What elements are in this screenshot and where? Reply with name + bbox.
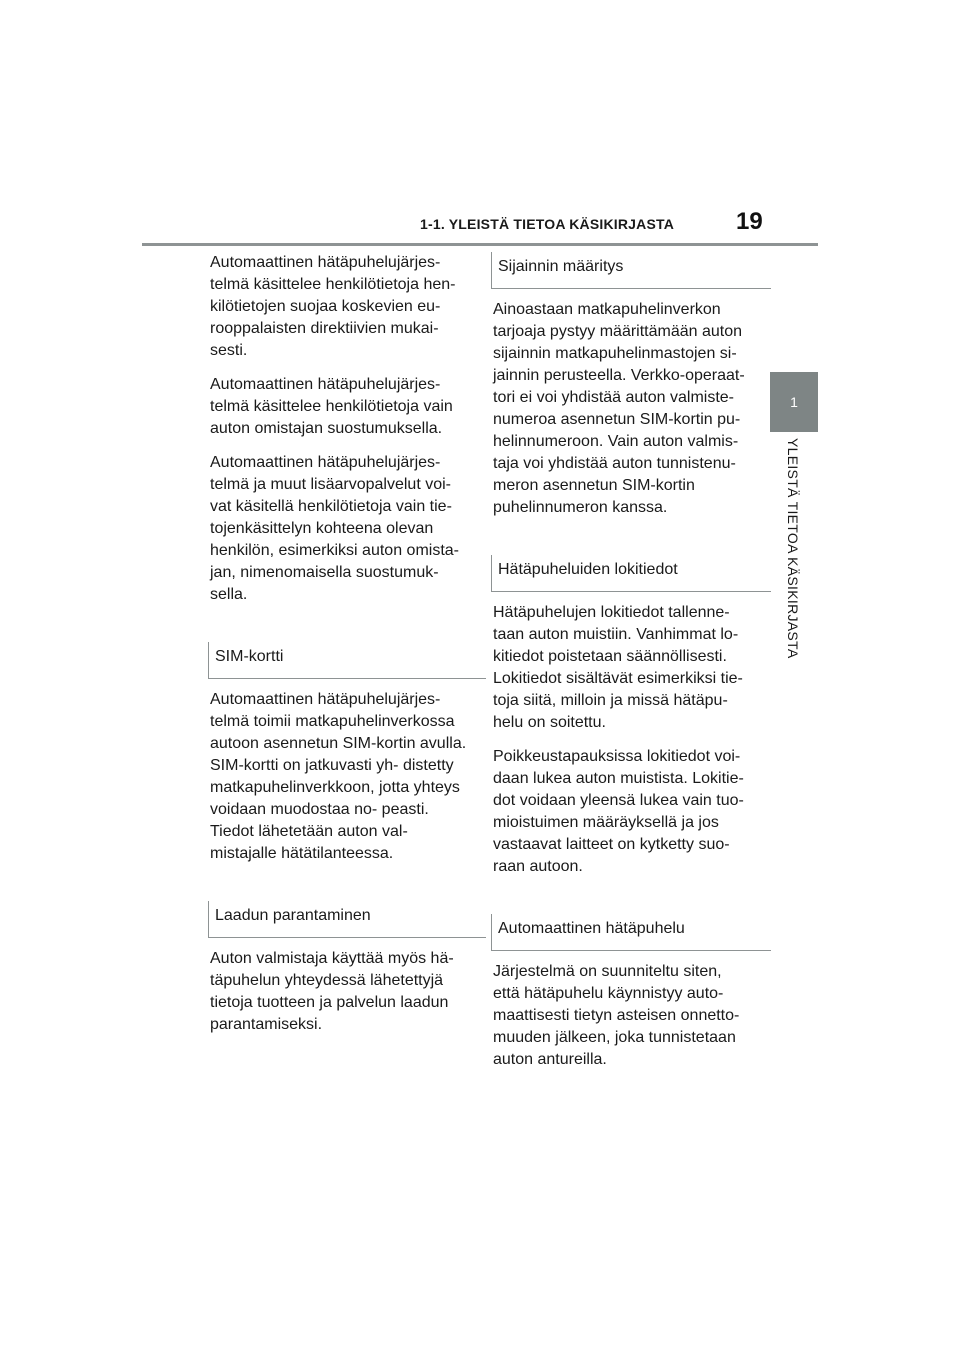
paragraph: Automaattinen hätäpuhelujärjes- telmä ja muut lisäarvopalvelut voi- vat käsitellä henkilötietoja vain tie- tojenkäsittelyn kohteena olevan henkilön, esimerkiksi auton omista- jan, nimenomaisella suostumuk- sella.	[210, 454, 459, 603]
section-heading-quality: Laadun parantaminen	[208, 901, 486, 938]
right-column	[493, 252, 751, 1083]
section-heading-sim: SIM-kortti	[208, 642, 486, 679]
chapter-side-label: YLEISTÄ TIETOA KÄSIKIRJASTA	[785, 438, 801, 659]
section-heading-location: Sijainnin määritys	[491, 252, 771, 289]
section-heading-logs: Hätäpuheluiden lokitiedot	[491, 555, 771, 592]
paragraph: Hätäpuhelujen lokitiedot tallenne- taan auton muistiin. Vanhimmat lo- kitiedot poistetaan säännöllisesti. Lokitiedot sisältävät esimerkiksi tie- toja siitä, milloin ja missä hätäpu- helu on soitettu.	[493, 604, 743, 731]
header-divider	[142, 243, 818, 246]
paragraph: Järjestelmä on suunniteltu siten, että hätäpuhelu käynnistyy auto- maattisesti tietyn asteisen onnetto- muuden jälkeen, joka tunnistetaan auton antureilla.	[493, 963, 740, 1068]
paragraph: Ainoastaan matkapuhelinverkon tarjoaja pystyy määrittämään auton sijainnin matkapuhelinmastojen si- jainnin perusteella. Verkko-operaat- tori ei voi yhdistää auton valmiste- numeroa asennetun SIM-kortin pu- helinnumeroon. Vain auton valmis- taja voi yhdistää auton tunnistenu- meron asennetun SIM-kortin puhelinnumeron kanssa.	[493, 301, 745, 516]
paragraph: Automaattinen hätäpuhelujärjes- telmä käsittelee henkilötietoja hen- kilötietojen suojaa koskevien eu- rooppalaisten direktiivien mukai- sesti.	[210, 254, 456, 359]
page-number: 19	[736, 208, 763, 235]
paragraph: Automaattinen hätäpuhelujärjes- telmä käsittelee henkilötietoja vain auton omistajan suostumuksella.	[210, 376, 453, 437]
left-column	[210, 252, 468, 1048]
chapter-tab-number: 1	[790, 394, 798, 410]
paragraph: Poikkeustapauksissa lokitiedot voi- daan lukea auton muistista. Lokitie- dot voidaan yleensä lukea vain tuo- mioistuimen määräyksellä ja jos vastaavat laitteet on kytketty suo- raan autoon.	[493, 748, 744, 875]
section-heading-auto-call: Automaattinen hätäpuhelu	[491, 914, 771, 951]
paragraph: Auton valmistaja käyttää myös hä- täpuhelun yhteydessä lähetettyjä tietoja tuotteen ja palvelun laadun parantamiseksi.	[210, 950, 454, 1033]
chapter-title: 1-1. YLEISTÄ TIETOA KÄSIKIRJASTA	[420, 216, 675, 232]
paragraph: Automaattinen hätäpuhelujärjes- telmä toimii matkapuhelinverkossa autoon asennetun SIM-kortin avulla. SIM-kortti on jatkuvasti yh- distetty matkapuhelinverkkoon, jotta yhteys voidaan muodostaa no- peasti. Tiedot lähetetään auton val- mistajalle hätätilanteessa.	[210, 691, 467, 862]
chapter-tab[interactable]	[770, 372, 818, 432]
